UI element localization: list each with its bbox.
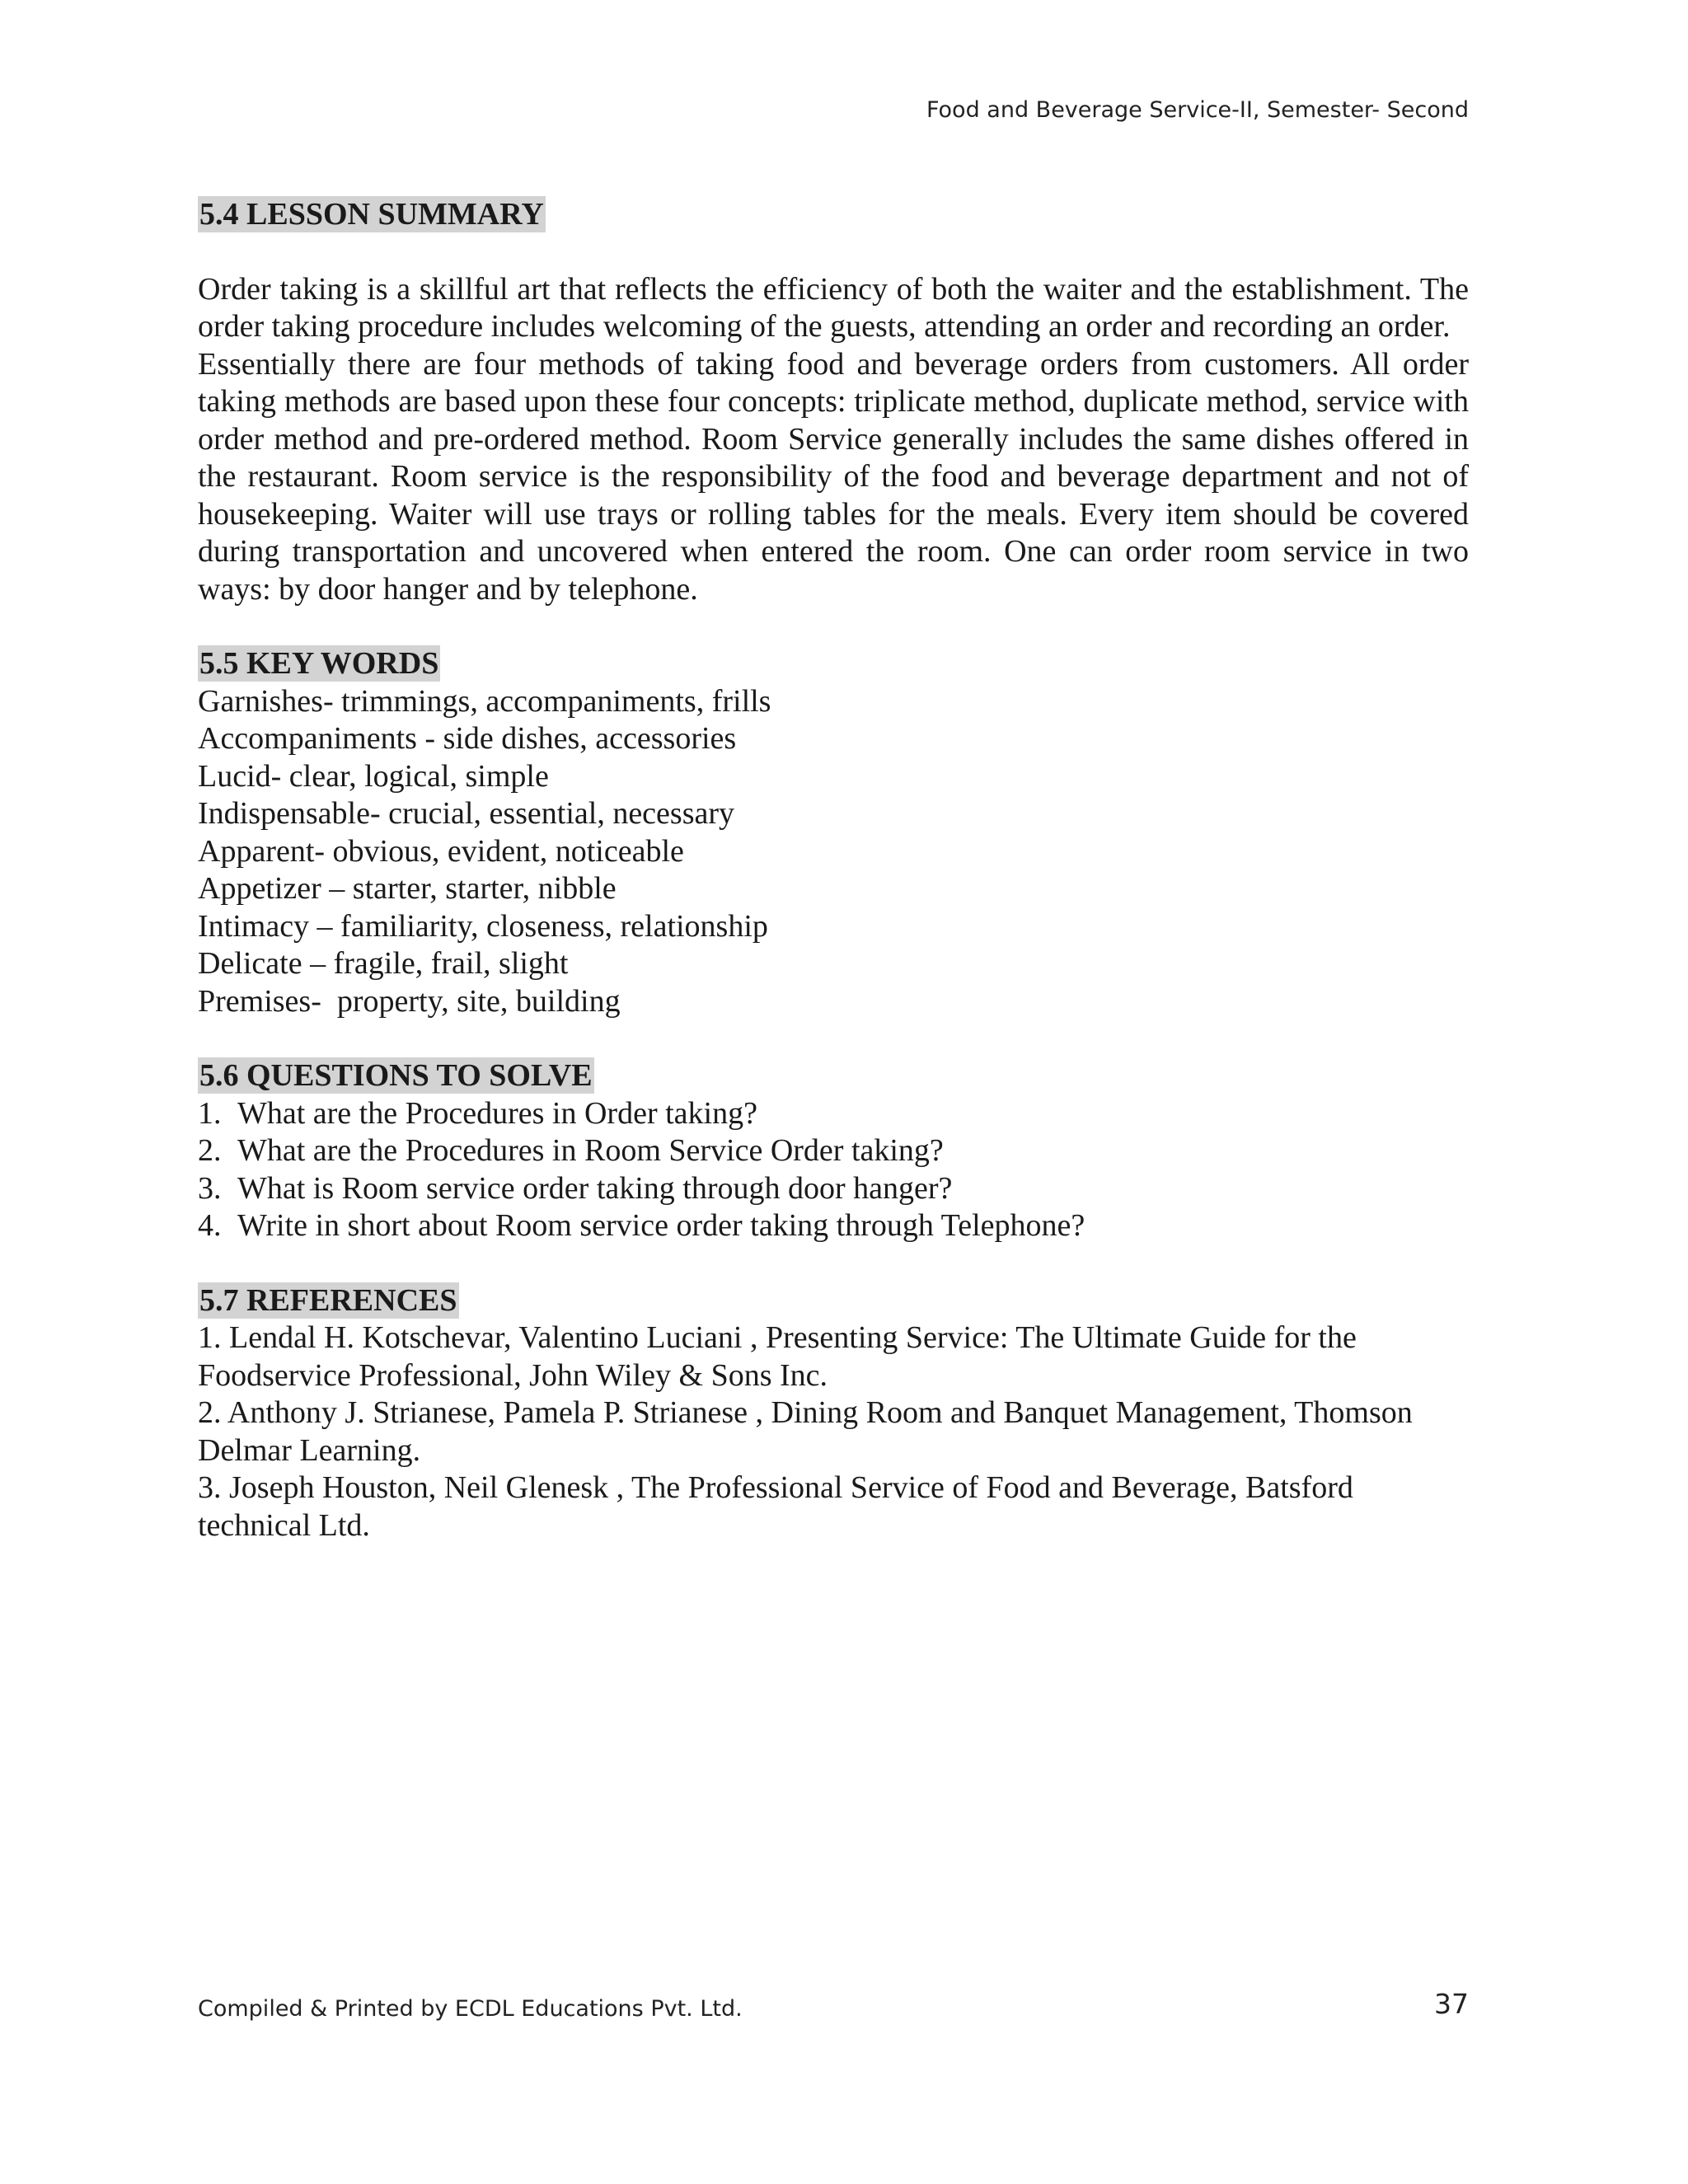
- summary-paragraph: Essentially there are four methods of taking food and beverage orders from customers. All order taking methods are based upon these four concepts: triplicate method, duplicate method, service with order method and pre-ordered method. Room Service generally includes the same dishes offered in the restaurant. Room service is the responsibility of the food and beverage department and not of housekeeping. Waiter will use trays or rolling tables for the meals. Every item should be covered during transportation and uncovered when entered the room. One can order room service in two ways: by door hanger and by telephone.: [198, 346, 1469, 607]
- keyword-item: Indispensable- crucial, essential, necessary: [198, 796, 735, 831]
- keyword-item: Accompaniments - side dishes, accessories: [198, 721, 737, 756]
- keyword-item: Appetizer – starter, starter, nibble: [198, 871, 617, 906]
- section-heading: 5.7 REFERENCES: [199, 1282, 457, 1318]
- reference-item: 3. Joseph Houston, Neil Glenesk , The Professional Service of Food and Beverage, Batsford technical Ltd.: [198, 1470, 1353, 1543]
- question-item: [198, 1095, 1469, 1133]
- keyword-item: Garnishes- trimmings, accompaniments, frills: [198, 683, 771, 719]
- question-item: [198, 1170, 1469, 1208]
- question-text: What are the Procedures in Room Service Order taking?: [237, 1133, 944, 1168]
- footer-publisher: Compiled & Printed by ECDL Educations Pvt. Ltd.: [198, 1996, 743, 2022]
- page-content: [198, 196, 1469, 1544]
- question-item: [198, 1132, 1469, 1170]
- section-references: [198, 1282, 1469, 1545]
- question-number: 1.: [198, 1095, 222, 1131]
- question-number: 3.: [198, 1170, 222, 1206]
- question-text: What are the Procedures in Order taking?: [237, 1095, 757, 1131]
- keyword-item: Lucid- clear, logical, simple: [198, 758, 549, 794]
- reference-item: 1. Lendal H. Kotschevar, Valentino Luciani , Presenting Service: The Ultimate Guide for the Foodservice Professional, John Wiley & Sons Inc.: [198, 1320, 1357, 1393]
- page-number: 37: [1434, 1988, 1469, 2020]
- summary-paragraph: Order taking is a skillful art that reflects the efficiency of both the waiter and the establishment. The order taking procedure includes welcoming of the guests, attending an order and recording an order.: [198, 271, 1469, 344]
- question-item: [198, 1207, 1469, 1245]
- reference-item: 2. Anthony J. Strianese, Pamela P. Strianese , Dining Room and Banquet Management, Thomson Delmar Learning.: [198, 1395, 1413, 1468]
- question-text: What is Room service order taking through door hanger?: [237, 1170, 953, 1206]
- keyword-item: Intimacy – familiarity, closeness, relationship: [198, 908, 768, 944]
- keyword-item: Premises- property, site, building: [198, 983, 621, 1019]
- keyword-item: Delicate – fragile, frail, slight: [198, 946, 569, 981]
- section-heading: 5.6 QUESTIONS TO SOLVE: [199, 1058, 593, 1093]
- section-questions: [198, 1057, 1469, 1245]
- section-lesson-summary: [198, 196, 1469, 608]
- section-heading: 5.4 LESSON SUMMARY: [199, 197, 544, 232]
- running-header: Food and Beverage Service-II, Semester- Second: [926, 97, 1469, 123]
- question-number: 2.: [198, 1133, 222, 1168]
- section-key-words: [198, 645, 1469, 1020]
- section-heading: 5.5 KEY WORDS: [199, 646, 439, 681]
- keyword-item: Apparent- obvious, evident, noticeable: [198, 833, 684, 869]
- question-number: 4.: [198, 1208, 222, 1243]
- question-text: Write in short about Room service order taking through Telephone?: [237, 1208, 1085, 1243]
